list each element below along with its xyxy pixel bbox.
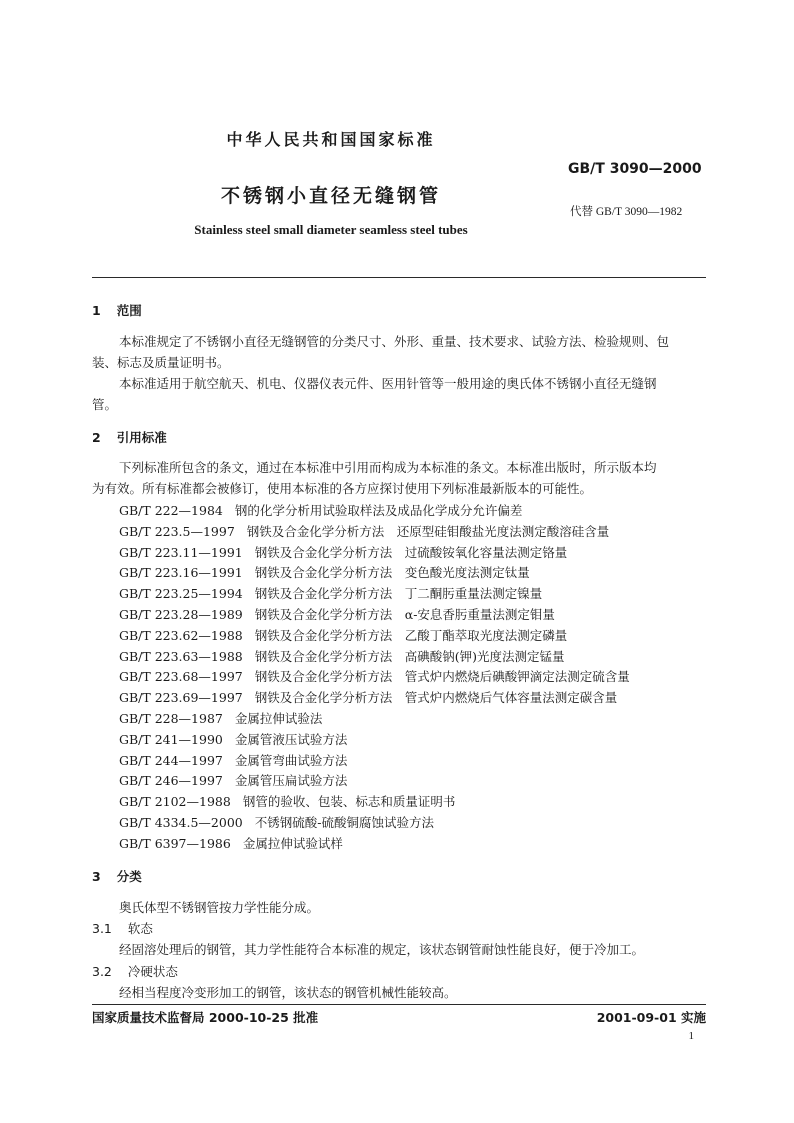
footer-divider <box>92 1004 706 1005</box>
reference-title: 金属拉伸试验法 <box>234 711 323 726</box>
section-title: 分类 <box>116 869 142 884</box>
reference-code: GB/T 223.62—1988 <box>119 627 243 643</box>
reference-code: GB/T 223.11—1991 <box>119 544 243 560</box>
reference-code: GB/T 223.5—1997 <box>119 523 235 539</box>
reference-title: 钢铁及合金化学分析方法 乙酸丁酯萃取光度法测定磷量 <box>254 627 568 643</box>
reference-title: 钢铁及合金化学分析方法 管式炉内燃烧后气体容量法测定碳含量 <box>254 690 618 706</box>
reference-row <box>119 834 343 852</box>
reference-title: 钢的化学分析用试验取样法及成品化学成分允许偏差 <box>234 503 523 518</box>
reference-code: GB/T 223.69—1997 <box>119 690 243 706</box>
approval-line: 国家质量技术监督局 2000-10-25 批准 <box>92 1010 319 1025</box>
subsection-3-2-heading <box>92 962 178 980</box>
subsection-title: 冷硬状态 <box>127 964 178 979</box>
reference-row <box>119 501 522 519</box>
reference-code: GB/T 222—1984 <box>119 503 223 518</box>
section-title: 范围 <box>116 303 142 318</box>
reference-code: GB/T 246—1997 <box>119 773 223 789</box>
reference-code: GB/T 223.28—1989 <box>119 607 243 622</box>
reference-code: GB/T 223.25—1994 <box>119 586 243 602</box>
section-number: 2 <box>92 430 101 445</box>
reference-title: 钢管的验收、包装、标志和质量证明书 <box>242 794 456 810</box>
reference-row <box>119 688 617 706</box>
reference-row <box>119 647 565 665</box>
implementation-date: 2001-09-01 实施 <box>596 1010 706 1025</box>
reference-code: GB/T 223.68—1997 <box>119 669 243 685</box>
reference-title: 金属管液压试验方法 <box>234 731 348 747</box>
reference-code: GB/T 244—1997 <box>119 752 223 768</box>
reference-row <box>119 626 567 644</box>
page-number: 1 <box>688 1030 694 1042</box>
reference-row <box>119 771 347 789</box>
reference-row <box>119 751 347 769</box>
reference-code: GB/T 2102—1988 <box>119 794 231 810</box>
subsection-title: 软态 <box>127 921 153 936</box>
subsection-3-1-heading <box>92 919 153 937</box>
reference-title: 不锈钢硫酸-硫酸铜腐蚀试验方法 <box>254 815 434 830</box>
section-3-intro: 奥氏体型不锈钢管按力学性能分成。 <box>119 900 320 915</box>
reference-row <box>119 667 630 685</box>
header-divider <box>92 277 706 278</box>
section-1-paragraph-2-line-1: 本标准适用于航空航天、机电、仪器仪表元件、医用针管等一般用途的奥氏体不锈钢小直径无缝钢 <box>119 376 657 391</box>
section-2-heading <box>92 428 167 446</box>
reference-row <box>119 563 530 581</box>
section-2-intro-line-1: 下列标准所包含的条文，通过在本标准中引用而构成为本标准的条文。本标准出版时，所示版本均 <box>119 460 657 475</box>
reference-row <box>119 709 322 727</box>
reference-title: 金属拉伸试验试样 <box>242 835 343 851</box>
section-number: 3 <box>92 869 101 884</box>
reference-title: 钢铁及合金化学分析方法 过硫酸铵氧化容量法测定铬量 <box>254 544 568 560</box>
subsection-number: 3.1 <box>92 921 112 936</box>
section-number: 1 <box>92 303 101 318</box>
standard-title-en: Stainless steel small diameter seamless steel tubes <box>194 222 468 237</box>
reference-row <box>119 730 347 748</box>
subsection-number: 3.2 <box>92 964 112 979</box>
reference-code: GB/T 241—1990 <box>119 731 223 747</box>
standard-title-zh: 不锈钢小直径无缝钢管 <box>220 185 441 207</box>
reference-row <box>119 813 434 831</box>
standard-code: GB/T 3090—2000 <box>568 161 702 177</box>
subsection-3-1-text: 经固溶处理后的钢管，其力学性能符合本标准的规定，该状态钢管耐蚀性能良好，便于冷加工。 <box>119 942 645 957</box>
section-title: 引用标准 <box>116 430 167 445</box>
section-1-paragraph-1-line-1: 本标准规定了不锈钢小直径无缝钢管的分类尺寸、外形、重量、技术要求、试验方法、检验规则、包 <box>119 334 670 349</box>
reference-title: 金属管压扁试验方法 <box>234 773 348 789</box>
issuing-standard-label: 中华人民共和国国家标准 <box>226 130 436 149</box>
reference-code: GB/T 4334.5—2000 <box>119 815 243 830</box>
reference-row <box>119 543 567 561</box>
reference-row <box>119 584 542 602</box>
reference-code: GB/T 228—1987 <box>119 711 223 726</box>
subsection-3-2-text: 经相当程度冷变形加工的钢管，该状态的钢管机械性能较高。 <box>119 985 457 1000</box>
reference-title: 钢铁及合金化学分析方法 还原型硅钼酸盐光度法测定酸溶硅含量 <box>246 523 610 539</box>
reference-code: GB/T 6397—1986 <box>119 835 231 851</box>
reference-code: GB/T 223.16—1991 <box>119 565 243 581</box>
reference-title: 钢铁及合金化学分析方法 变色酸光度法测定钛量 <box>254 565 530 581</box>
reference-title: 钢铁及合金化学分析方法 管式炉内燃烧后碘酸钾滴定法测定硫含量 <box>254 669 630 685</box>
reference-row <box>119 522 609 540</box>
reference-row <box>119 792 455 810</box>
reference-row <box>119 605 555 623</box>
reference-title: 钢铁及合金化学分析方法 α-安息香肟重量法测定钼量 <box>254 607 555 622</box>
section-1-paragraph-2-line-2: 管。 <box>92 397 118 412</box>
replaces-standard: 代替 GB/T 3090—1982 <box>570 206 683 218</box>
section-3-heading <box>92 867 142 885</box>
section-1-paragraph-1-line-2: 装、标志及质量证明书。 <box>92 355 230 370</box>
reference-title: 钢铁及合金化学分析方法 丁二酮肟重量法测定镍量 <box>254 586 543 602</box>
reference-title: 钢铁及合金化学分析方法 高碘酸钠(钾)光度法测定锰量 <box>254 648 565 664</box>
section-1-heading <box>92 301 142 319</box>
reference-code: GB/T 223.63—1988 <box>119 648 243 664</box>
reference-title: 金属管弯曲试验方法 <box>234 752 348 768</box>
section-2-intro-line-2: 为有效。所有标准都会被修订，使用本标准的各方应探讨使用下列标准最新版本的可能性。 <box>92 481 593 496</box>
